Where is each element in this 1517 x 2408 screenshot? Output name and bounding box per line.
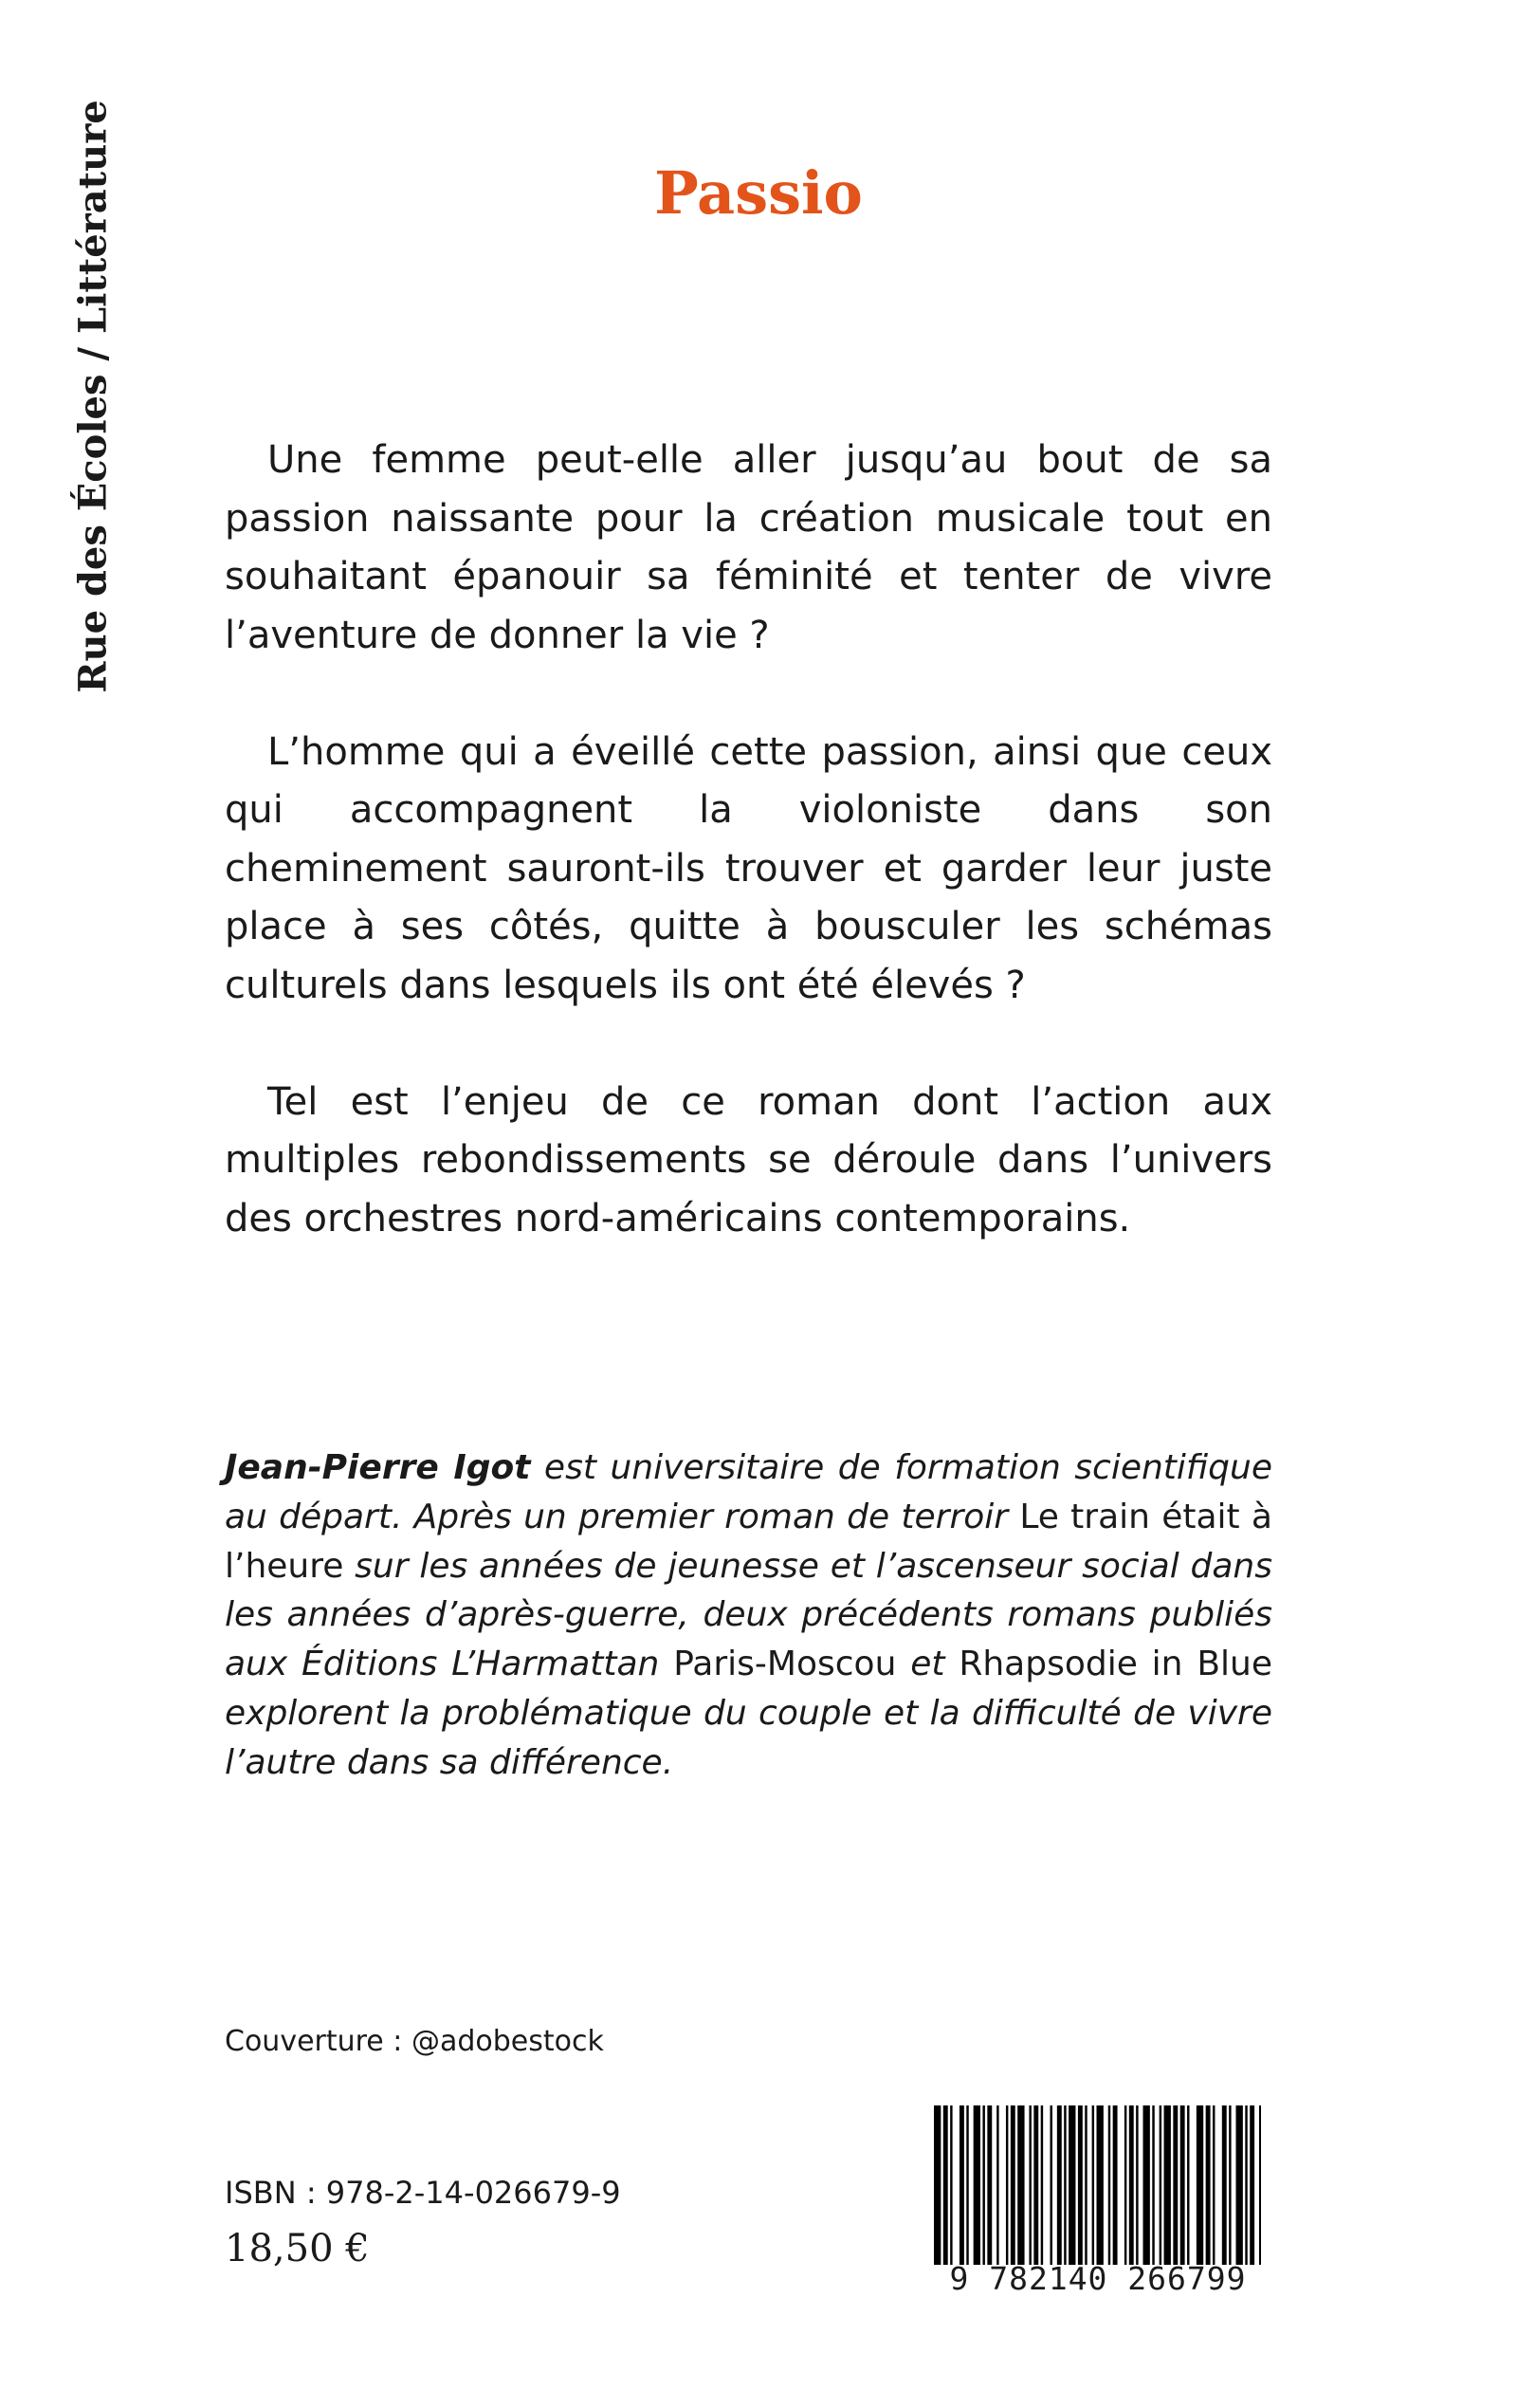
barcode-bar	[1011, 2105, 1015, 2265]
barcode-bar	[1245, 2105, 1247, 2265]
barcode-bar	[982, 2105, 984, 2265]
barcode-bar	[1051, 2105, 1052, 2265]
barcode-graphic	[934, 2105, 1261, 2265]
barcode-bar	[1229, 2105, 1231, 2265]
bio-text: sur les années de jeunesse et l’ascenseur social dans les années d’après-guerre, deux précédents romans publiés aux Éditions L’Harmattan	[225, 1546, 1272, 1684]
blurb-paragraph: L’homme qui a éveillé cette passion, ainsi que ceux qui accompagnent la violoniste dans son cheminement sauront-ils trouver et garder leur juste place à ses côtés, quitte à bousculer les schémas culturels dans lesquels ils ont été élevés ?	[225, 729, 1272, 1007]
barcode-bar	[1057, 2105, 1062, 2265]
barcode-digits: 9 782140 266799	[949, 2260, 1247, 2297]
author-name: Jean-Pierre Igot	[225, 1448, 531, 1487]
barcode-bar	[1069, 2105, 1075, 2265]
series-name: Rue des Écoles / Littérature	[70, 100, 116, 693]
barcode-bar	[1152, 2105, 1154, 2265]
bio-book-title: Paris-Moscou	[673, 1645, 897, 1684]
barcode-bar	[1173, 2105, 1178, 2265]
barcode-bar	[960, 2105, 964, 2265]
barcode-bar	[1236, 2105, 1243, 2265]
barcode-bar	[1029, 2105, 1031, 2265]
bio-book-title: Le train était à l’heure	[225, 1497, 1272, 1586]
barcode-bar	[996, 2105, 998, 2265]
barcode-bar	[1206, 2105, 1211, 2265]
barcode-bar	[1136, 2105, 1138, 2265]
barcode-bar	[1143, 2105, 1150, 2265]
back-cover-blurb	[225, 432, 1272, 1307]
barcode-bar	[1222, 2105, 1227, 2265]
bio-text: et	[896, 1645, 960, 1684]
barcode-bar	[1180, 2105, 1185, 2265]
barcode-bar	[1064, 2105, 1066, 2265]
barcode-bar	[1097, 2105, 1104, 2265]
author-bio	[225, 1443, 1272, 1788]
barcode-bar	[950, 2105, 952, 2265]
barcode-bar	[934, 2105, 941, 2265]
barcode-bar	[1092, 2105, 1094, 2265]
barcode-bar	[1250, 2105, 1254, 2265]
barcode-bar	[987, 2105, 992, 2265]
isbn: ISBN : 978-2-14-026679-9	[225, 2175, 621, 2211]
blurb-paragraph: Une femme peut-elle aller jusqu’au bout de sa passion naissante pour la création musicale tout en souhaitant épanouir sa féminité et tenter de vivre l’aventure de donner la vie ?	[225, 438, 1272, 657]
barcode-bar	[1160, 2105, 1161, 2265]
blurb-paragraph: Tel est l’enjeu de ce roman dont l’action aux multiples rebondissements se déroule dans l’univers des orchestres nord-américains contemporains.	[225, 1079, 1272, 1241]
barcode-bar	[966, 2105, 968, 2265]
barcode-bar	[1187, 2105, 1189, 2265]
cover-credit: Couverture : @adobestock	[225, 2025, 604, 2058]
bio-text: est universitaire de formation scientifique au départ. Après un premier roman de terroir	[225, 1448, 1272, 1536]
bio-text: explorent la problématique du couple et la difficulté de vivre l’autre dans sa différence.	[225, 1693, 1272, 1782]
barcode-bar	[1041, 2105, 1043, 2265]
book-title: Passio	[654, 157, 863, 228]
barcode-bar	[1078, 2105, 1083, 2265]
barcode-bar	[974, 2105, 980, 2265]
barcode-bar	[1124, 2105, 1126, 2265]
barcode-bar	[1006, 2105, 1008, 2265]
barcode-bar	[1108, 2105, 1110, 2265]
price: 18,50 €	[225, 2227, 370, 2270]
barcode-bar	[1259, 2105, 1261, 2265]
barcode-bar	[1129, 2105, 1134, 2265]
barcode-bar	[1164, 2105, 1171, 2265]
barcode-bar	[1113, 2105, 1118, 2265]
barcode-bar	[1017, 2105, 1024, 2265]
barcode-bar	[943, 2105, 948, 2265]
barcode-bar	[1213, 2105, 1215, 2265]
barcode-bar	[1033, 2105, 1038, 2265]
barcode-bar	[1085, 2105, 1087, 2265]
barcode-bar	[1197, 2105, 1203, 2265]
bio-book-title: Rhapsodie in Blue	[959, 1645, 1272, 1684]
